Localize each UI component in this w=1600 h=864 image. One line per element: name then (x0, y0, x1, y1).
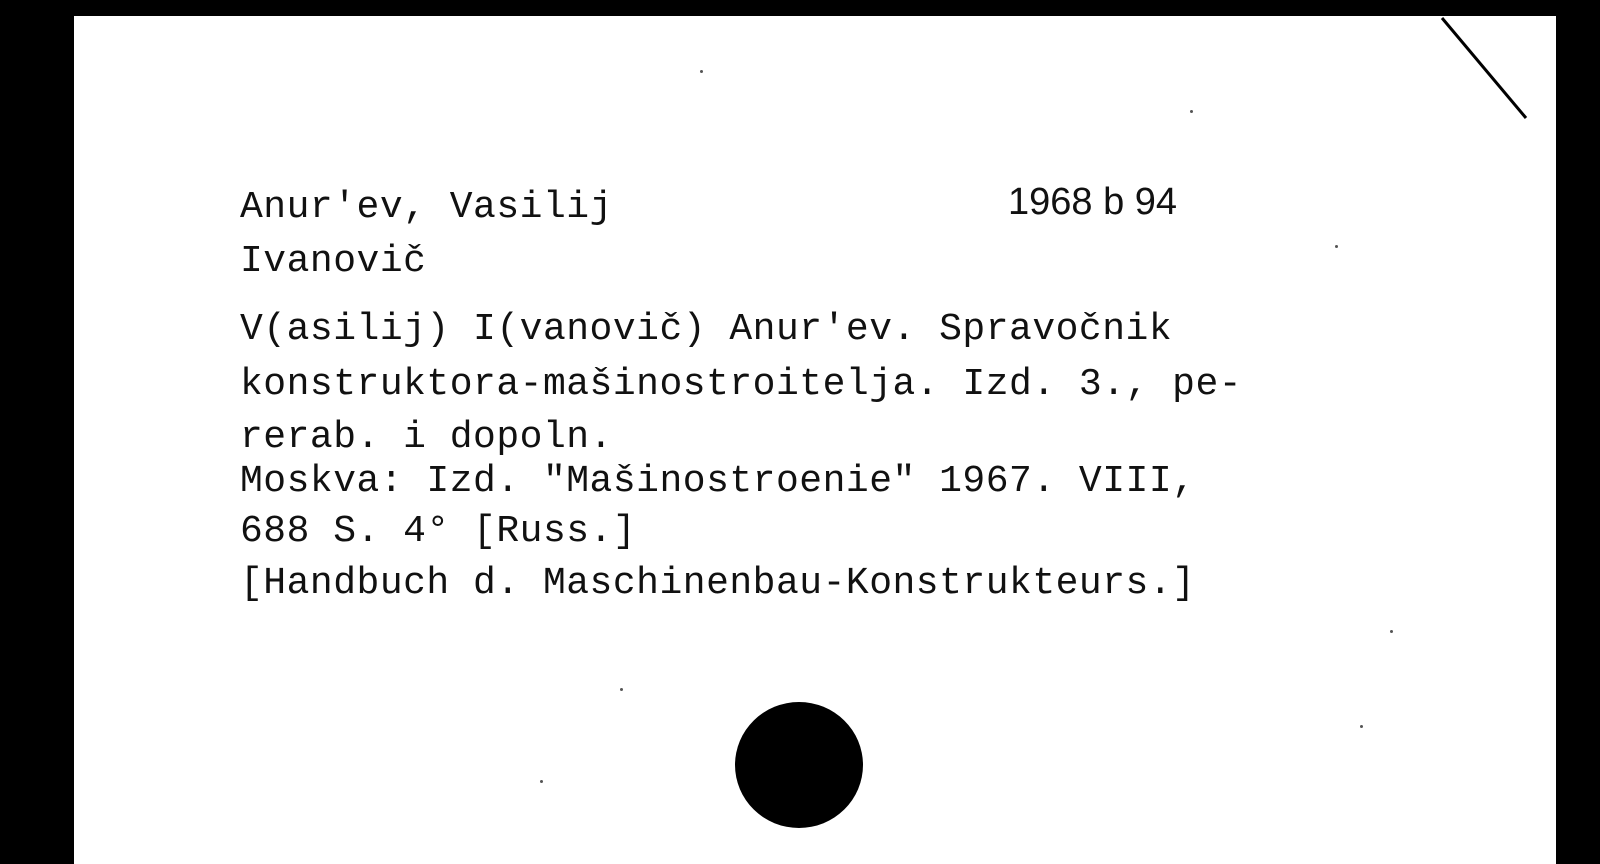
punch-hole (735, 702, 863, 828)
body-line-6: [Handbuch d. Maschinenbau-Konstrukteurs.] (240, 562, 1196, 605)
author-line-2: Ivanovič (240, 240, 427, 283)
body-line-5: 688 S. 4° [Russ.] (240, 510, 637, 553)
shelfmark: 1968 b 94 (1008, 181, 1178, 223)
dust-speck (1335, 245, 1338, 248)
dust-speck (620, 688, 623, 691)
dust-speck (1390, 630, 1393, 633)
dust-speck (1190, 110, 1193, 113)
dust-speck (1360, 725, 1363, 728)
dust-speck (540, 780, 543, 783)
body-line-4: Moskva: Izd. "Mašinostroenie" 1967. VIII, (240, 460, 1196, 503)
dust-speck (700, 70, 703, 73)
body-line-2: konstruktora-mašinostroitelja. Izd. 3., pe- (240, 363, 1243, 406)
author-line-1: Anur'ev, Vasilij (240, 186, 613, 229)
body-line-3: rerab. i dopoln. (240, 416, 613, 459)
body-line-1: V(asilij) I(vanovič) Anur'ev. Spravočnik (240, 308, 1173, 351)
